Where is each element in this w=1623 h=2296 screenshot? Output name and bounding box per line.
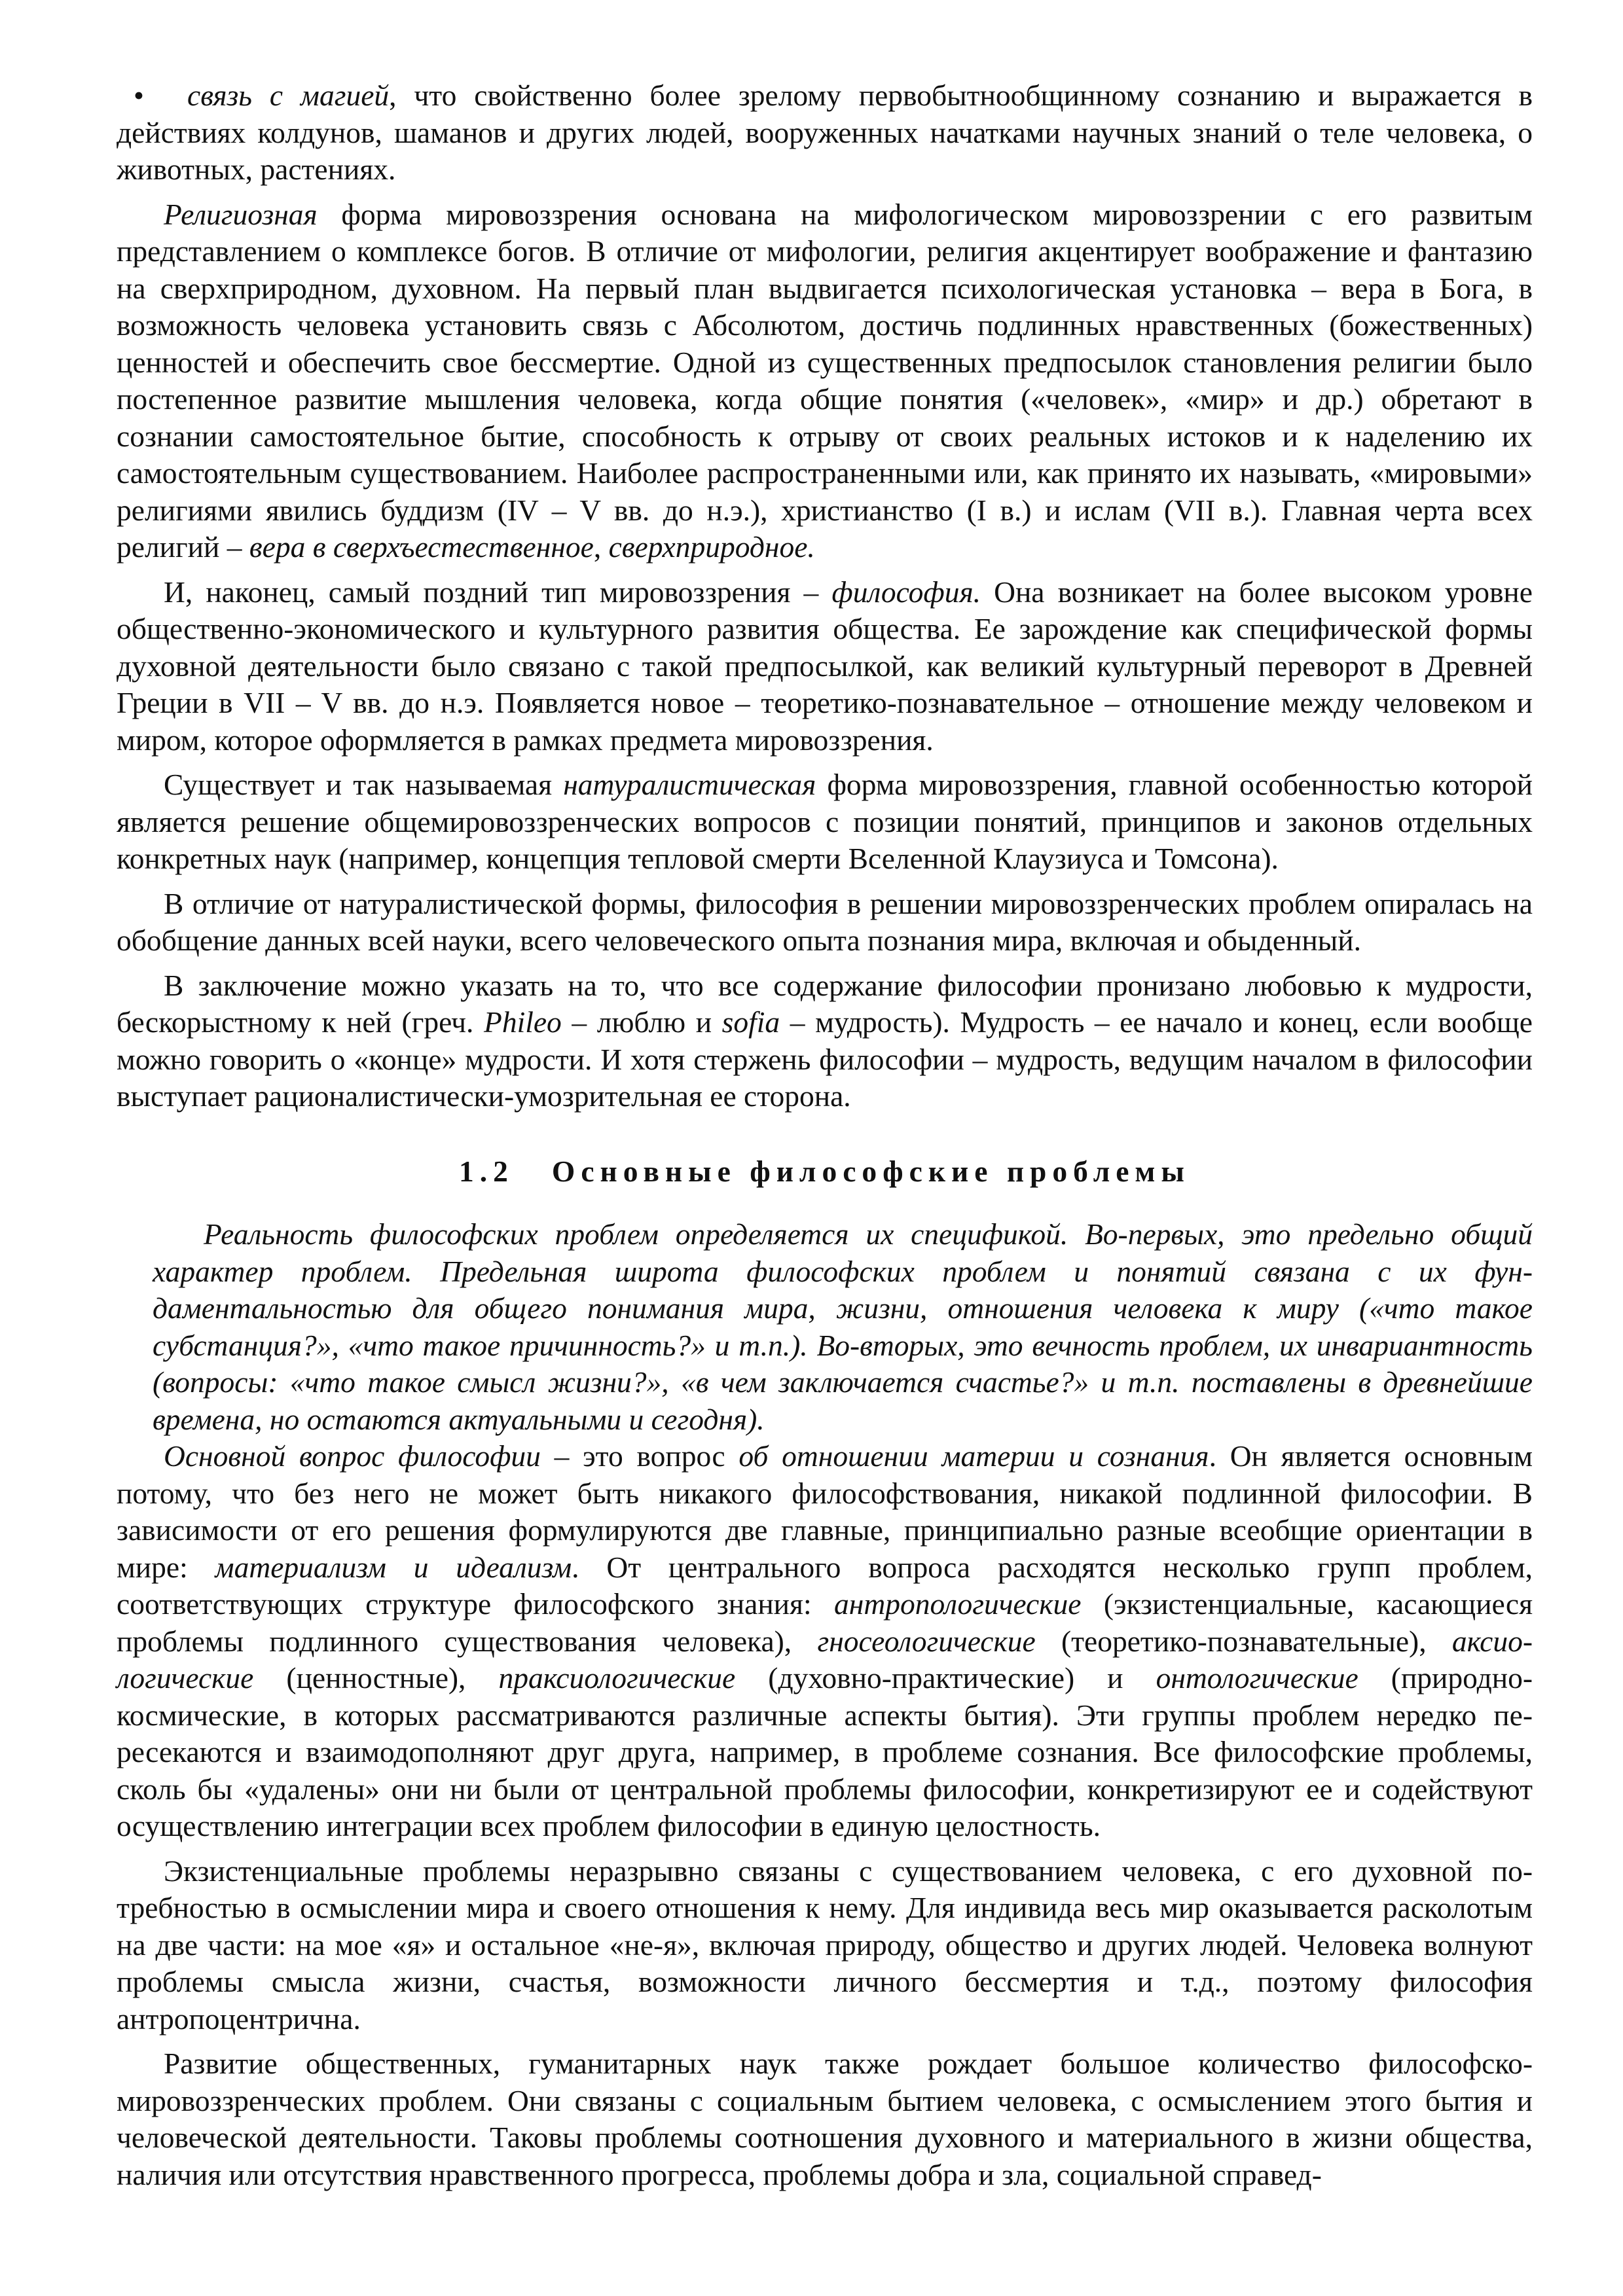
paragraph-philosophy bbox=[117, 574, 1533, 759]
paragraph-social: Развитие общественных, гуманитарных наук также рождает большое количество философско-мировоззренческих проблем. Они связаны с социальным бытием человека, с осмыслением этого бытия и человеческой деятельности. Таковы проблемы соотношения духовного и материального в жизни общества, наличия или отсутствия нравственного прогресса, проблемы добра и зла, социальной справед- bbox=[117, 2047, 1533, 2191]
paragraph-existential: Экзистенциальные проблемы неразрывно связаны с существованием человека, с его духовной потребностью в осмыслении мира и своего отношения к нему. Для индивида весь мир оказывается расколотым на две части: на мое «я» и остальное «не-я», включая природу, общество и других людей. Человека волнуют проблемы смысла жизни, счастья, возможности личного бессмертия и т.д., поэтому философия антропоцентрична. bbox=[117, 1854, 1533, 2036]
term-religious: Религиозная bbox=[164, 197, 318, 231]
text: – люблю и bbox=[561, 1005, 722, 1039]
text: . От центрального вопроса расходятся несколько групп проблем, соответствующих структуре философского знания: bbox=[117, 1550, 1533, 1621]
text: (экзистенциальные, касающиеся проблемы подлинного существования человека), bbox=[117, 1587, 1533, 1658]
emphasis: сверхприродное. bbox=[608, 530, 815, 564]
term-ontological: онтологические bbox=[1156, 1661, 1359, 1695]
term-main-question: Основной вопрос философии bbox=[164, 1439, 541, 1473]
section-number: 1.2 bbox=[459, 1154, 514, 1188]
term-gnoseological: гносеологические bbox=[817, 1624, 1036, 1658]
bullet-text: , что свойственно более зрелому первобытнообщинному сознанию и выражается в действиях колдунов, шаманов и других людей, вооруженных начатками научных знаний о теле человека, о животных, растениях. bbox=[117, 79, 1533, 186]
text: (природно-космические, в которых рассматриваются различные аспекты бытия). Эти группы проблем нередко пересекаются и взаимодополняют друг друга, например, в проблеме сознания. Все философские проблемы, сколь бы «удалены» они ни были от центральной проблемы философии, конкретизируют ее и содействуют осуществлению интеграции всех проблем философии в единую целостность. bbox=[117, 1661, 1533, 1842]
term-anthropological: антропологические bbox=[834, 1587, 1082, 1621]
section-heading bbox=[117, 1153, 1533, 1191]
text: . Он является основным потому, что без него не может быть никакого философствования, никакой подлинной философии. В зависимости от его решения формулируются две главные, принципиально разные всеобщие ориентации в мире: bbox=[117, 1439, 1533, 1584]
paragraph-religion bbox=[117, 196, 1533, 566]
paragraph-naturalistic bbox=[117, 766, 1533, 878]
term-naturalistic: натуралистическая bbox=[563, 768, 816, 801]
text: В заключение можно указать на то, что все содержание философии пронизано любовью к мудрости, бескорыстному к ней (греч. bbox=[117, 968, 1533, 1039]
section-title: Основные философские проблемы bbox=[551, 1154, 1190, 1188]
text: Она возникает на более высоком уровне общественно-экономического и культурного развития общества. Ее зарождение как специфической формы духовной деятельности было связано с такой предпосылкой, как великий культурный переворот в Древней Греции в VII – V вв. до н.э. Появляется новое – теоретико-познавательное – отношение между человеком и миром, которое оформляется в рамках предмета мировоззрения. bbox=[117, 575, 1533, 757]
text: – мудрость). Мудрость – ее начало и конец, если вообще можно говорить о «конце» мудрости. И хотя стержень философии – мудрость, ведущим началом в философии выступает рационалистически-умозрительная ее сторона. bbox=[117, 1005, 1533, 1113]
emphasis: об отношении материи и сознания bbox=[739, 1439, 1209, 1473]
text: (духовно-практические) и bbox=[735, 1661, 1156, 1695]
emphasis: вера в сверхъестественное bbox=[249, 530, 594, 564]
text: (теоретико-познавательные), bbox=[1035, 1624, 1452, 1658]
emphasis: материализм и идеализм bbox=[215, 1550, 572, 1584]
term-axiological: аксиологические bbox=[117, 1624, 1533, 1695]
bullet-item-magic bbox=[117, 77, 1533, 188]
text: И, наконец, самый поздний тип мировоззрения – bbox=[164, 575, 832, 609]
text: (ценностные), bbox=[253, 1661, 499, 1695]
term-praxiological: праксиологические bbox=[498, 1661, 736, 1695]
text: форма мировоззрения, главной особенностью которой является решение общемировоззренческих вопросов с позиции понятий, принципов и законов отдельных конкретных наук (например, концепция тепловой смерти Вселенной Клаузиуса и Томсона). bbox=[117, 768, 1533, 875]
paragraph-main-question bbox=[117, 1438, 1533, 1845]
text: , bbox=[593, 530, 609, 564]
text: – это вопрос bbox=[540, 1439, 739, 1473]
paragraph-conclusion bbox=[117, 967, 1533, 1115]
term-sofia: sofia bbox=[721, 1005, 780, 1039]
section-abstract: Реальность философских проблем определяется их спецификой. Во-первых, это предельно общий характер проблем. Предельная широта философских проблем и понятий связана с их фундаментальностью для общего понимания мира, жизни, отношения человека к миру («что такое субстанция?», «что такое причинность?» и т.п.). Во-вторых, это вечность проблем, их инвариантность (вопросы: «что такое смысл жизни?», «в чем заключается счастье?» и т.п. поставлены в древнейшие времена, но остаются актуальными и сегодня). bbox=[153, 1217, 1533, 1436]
term-philosophy: философия. bbox=[831, 575, 981, 609]
page-content bbox=[117, 77, 1533, 2201]
bullet-lead: связь с магией bbox=[187, 79, 390, 112]
term-phileo: Phileo bbox=[484, 1005, 562, 1039]
text: Существует и так называемая bbox=[164, 768, 564, 801]
paragraph-difference: В отличие от натуралистической формы, философия в решении мировоззренческих проблем опиралась на обобщение данных всей науки, всего человеческого опыта познания мира, включая и обыденный. bbox=[117, 886, 1533, 957]
text: форма мировоззрения основана на мифологическом мировоззрении с его развитым представлением о комплексе богов. В отличие от мифологии, религия акцентирует воображение и фантазию на сверхприродном, духовном. На первый план выдвигается психологическая установка – вера в Бога, в возможность человека установить связь с Абсолютом, достичь подлинных нравственных (божественных) ценностей и обеспечить свое бессмертие. Одной из существенных предпосылок становления религии было постепенное развитие мышления человека, когда общие понятия («человек», «мир» и др.) обретают в сознании самостоятельное бытие, способность к отрыву от своих реальных истоков и к наделению их самостоятельным существованием. Наиболее распространенными или, как принято их называть, «мировыми» религиями явились буддизм (IV – V вв. до н.э.), христианство (I в.) и ислам (VII в.). Главная черта всех религий – bbox=[117, 197, 1533, 564]
bullet-marker: • bbox=[134, 79, 144, 112]
